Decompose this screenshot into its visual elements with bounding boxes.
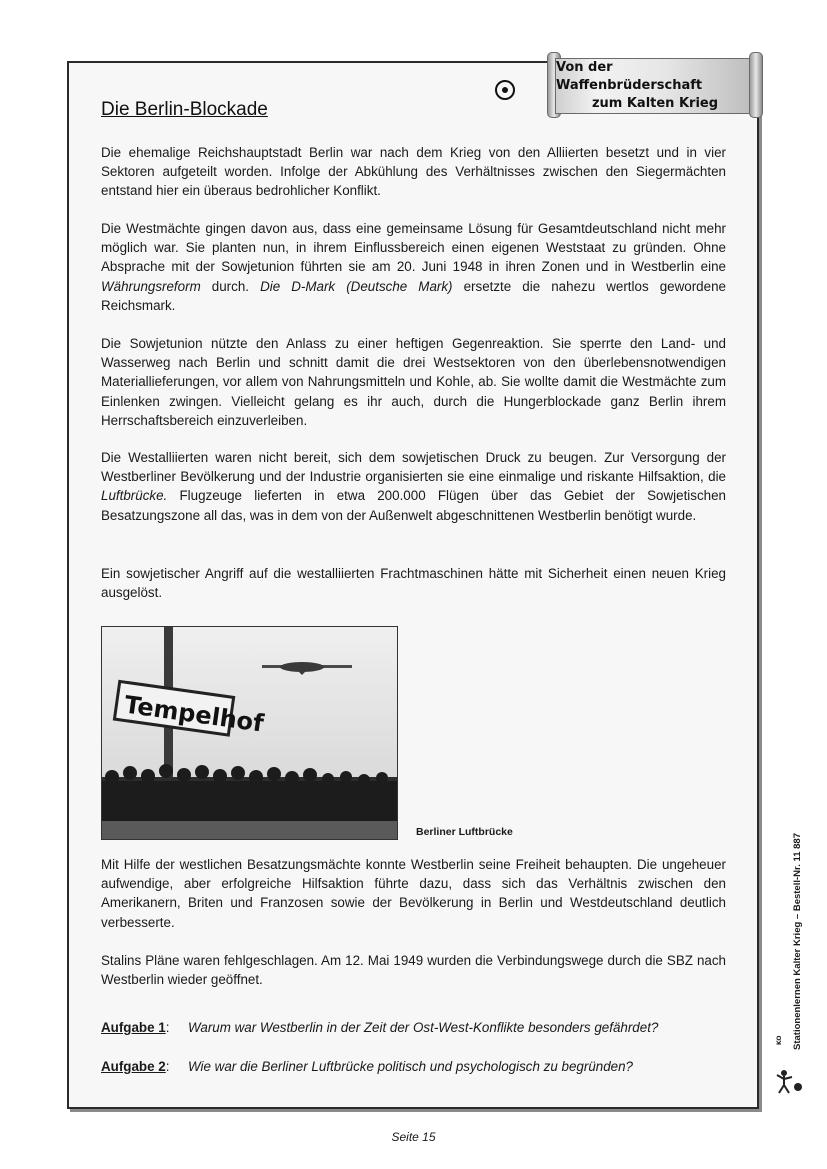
scroll-title-line2: zum Kalten Krieg bbox=[591, 96, 719, 111]
task-1-question: Warum war Westberlin in der Zeit der Ost-West-Konflikte besonders gefährdet? bbox=[188, 1020, 659, 1035]
paragraph-6: Mit Hilfe der westlichen Besatzungsmächte konnte Westberlin seine Freiheit behaupten. Die ungeheuer aufwendige, aber erfolgreiche Hilfsaktion führte dazu, dass sich das Verhältnis zwischen den Amerikanern, Briten und Franzosen sowie der Bevölkerung in Berlin und Westdeutschland deutlich verbesserte. bbox=[101, 857, 726, 930]
task-1-colon: : bbox=[165, 1020, 170, 1035]
paragraph-2-em-waehrungsreform: Währungsreform bbox=[101, 278, 201, 294]
side-order-text: Stationenlernen Kalter Krieg – Bestell-Nr. 11 887 bbox=[792, 832, 803, 1050]
publisher-logo bbox=[772, 1035, 812, 1095]
paragraph-2-text-c: ersetzte die nahezu wertlos gewordene Reichsmark. bbox=[101, 278, 726, 313]
task-2-question: Wie war die Berliner Luftbrücke politisch und psychologisch zu begründen? bbox=[188, 1059, 633, 1074]
task-1 bbox=[101, 1020, 659, 1035]
photo-caption: Berliner Luftbrücke bbox=[416, 826, 513, 838]
paragraph-2 bbox=[101, 219, 726, 315]
scroll-roll-right bbox=[749, 52, 763, 118]
scroll-title-line1: Von der Waffenbrüderschaft bbox=[556, 60, 703, 93]
paragraph-2-text-b: durch. bbox=[200, 278, 261, 294]
paragraph-4-em-luftbruecke: Luftbrücke. bbox=[101, 488, 168, 504]
task-2-label: Aufgabe 2 bbox=[101, 1059, 166, 1074]
paragraph-4-text-a: Die Westalliierten waren nicht bereit, sich dem sowjetischen Druck zu beugen. Zur Versorgung der Westberliner Bevölkerung und der Industrie organisierten sie eine einmalige und riskante Hilfsaktion, die bbox=[101, 450, 726, 485]
scroll-banner bbox=[555, 58, 755, 114]
task-2 bbox=[101, 1059, 633, 1074]
paragraph-2-text-a: Die Westmächte gingen davon aus, dass eine gemeinsame Lösung für Gesamtdeutschland nicht mehr möglich war. Sie planten nun, in ihrem Einflussbereich einen eigenen Weststaat zu gründen. Ohne Absprache mit der Sowjetunion führten sie am 20. Juni 1948 in ihren Zonen und in Westberlin eine bbox=[101, 221, 726, 275]
paragraph-3: Die Sowjetunion nützte den Anlass zu einer heftigen Gegenreaktion. Sie sperrte den Land- und Wasserweg nach Berlin und schnitt damit die drei Westsektoren von den überlebensnotwendigen Materiallieferungen, vor allem von Nahrungsmitteln und Kohle, ab. Sie wollte damit die Westmächte zum Einlenken zwingen. Vielleicht gelang es ihr auch, durch die Hungerblockade ganz Berlin ihrem Herrschaftsbereich einzuverleiben. bbox=[101, 336, 726, 428]
target-icon bbox=[495, 80, 515, 100]
paragraph-4-text-b: Flugzeuge lieferten in etwa 200.000 Flügen über das Gebiet der Sowjetischen Besatzungszone all das, was in dem von der Außenwelt abgeschnittenen Westberlin benötigt wurde. bbox=[101, 488, 726, 523]
photo-luftbruecke bbox=[101, 626, 398, 840]
task-1-label: Aufgabe 1 bbox=[101, 1020, 166, 1035]
paragraph-5: Ein sowjetischer Angriff auf die westalliierten Frachtmaschinen hätte mit Sicherheit einen neuen Krieg ausgelöst. bbox=[101, 566, 726, 601]
side-reference bbox=[770, 760, 820, 1060]
publisher-logo-icon bbox=[772, 1035, 812, 1095]
header-scroll bbox=[545, 52, 765, 118]
page-title: Die Berlin-Blockade bbox=[101, 99, 268, 120]
paragraph-7: Stalins Pläne waren fehlgeschlagen. Am 12. Mai 1949 wurden die Verbindungswege durch die SBZ nach Westberlin wieder geöffnet. bbox=[101, 953, 726, 988]
sign-text: Tempelhof bbox=[122, 690, 266, 738]
paragraph-4 bbox=[101, 448, 726, 525]
logo-text: KOHL bbox=[776, 1035, 783, 1045]
task-2-colon: : bbox=[165, 1059, 170, 1074]
photo-illustration bbox=[102, 627, 397, 839]
paragraph-2-em-dmark: Die D-Mark (Deutsche Mark) bbox=[260, 278, 453, 294]
paragraph-1: Die ehemalige Reichshauptstadt Berlin war nach dem Krieg von den Alliierten besetzt und in vier Sektoren aufgeteilt worden. Infolge der Abkühlung des Verhältnisses zwischen den Siegermächten entstand hier ein überaus bedrohlicher Konflikt. bbox=[101, 145, 726, 199]
page-number: Seite 15 bbox=[391, 1130, 436, 1144]
